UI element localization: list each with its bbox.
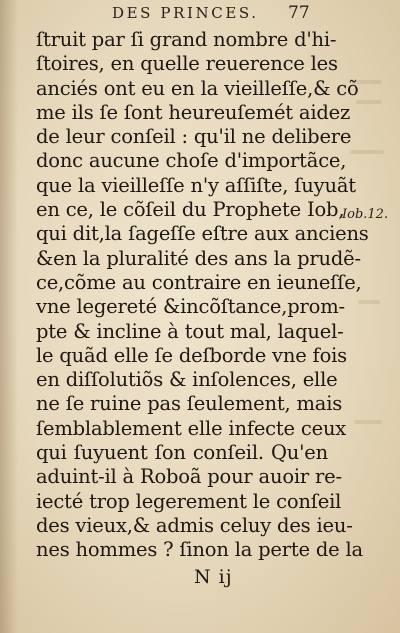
text-line: le quãd elle ſe deſborde vne fois [36,343,347,367]
text-line: de leur conſeil : qu'il ne delibere [36,125,352,149]
page-number: 77 [288,3,310,23]
text-line: que la vieilleſſe n'y aſſiſte, ſuyuãt [36,173,356,197]
text-line: nes hommes ? ſinon la perte de la [36,538,363,562]
text-line: qui dit,la ſageſſe eſtre aux anciens [36,222,369,246]
margin-note: Iob.12. [342,207,389,222]
signature-mark: N ij [194,566,233,588]
text-line: anciés ont eu en la vieilleſſe,& cõ [36,76,359,100]
text-line: ne ſe ruine pas ſeulement, mais [36,392,343,416]
text-line: iecté trop legerement le conſeil [36,489,342,513]
text-line: pte & incline à tout mal, laquel- [36,319,344,343]
text-line: ſtruit par ſi grand nombre d'hi- [36,28,337,51]
text-line: donc aucune choſe d'importãce, [36,149,347,173]
text-line: aduint-il à Roboã pour auoir re- [36,465,342,489]
gutter-shadow [0,0,18,633]
text-line: ſtoires, en quelle reuerence les [36,52,338,76]
running-head: DES PRINCES. [112,4,259,22]
text-line: ſemblablement elle infecte ceux [36,416,347,440]
text-line: en ce, le cõſeil du Prophete Iob, [36,198,345,222]
text-line: ce,cõme au contraire en ieuneſſe, [36,270,362,294]
text-line: vne legereté &incõſtance,prom- [36,295,345,319]
text-line: &en la pluralité des ans la prudẽ- [36,246,361,270]
text-line: me ils ſe ſont heureuſemét aidez [36,100,351,124]
text-line: qui ſuyuent ſon conſeil. Qu'en [36,441,328,465]
text-line: en diſſolutiõs & inſolences, elle [36,368,338,392]
text-line: des vieux,& admis celuy des ieu- [36,513,353,537]
page-header [0,4,400,26]
